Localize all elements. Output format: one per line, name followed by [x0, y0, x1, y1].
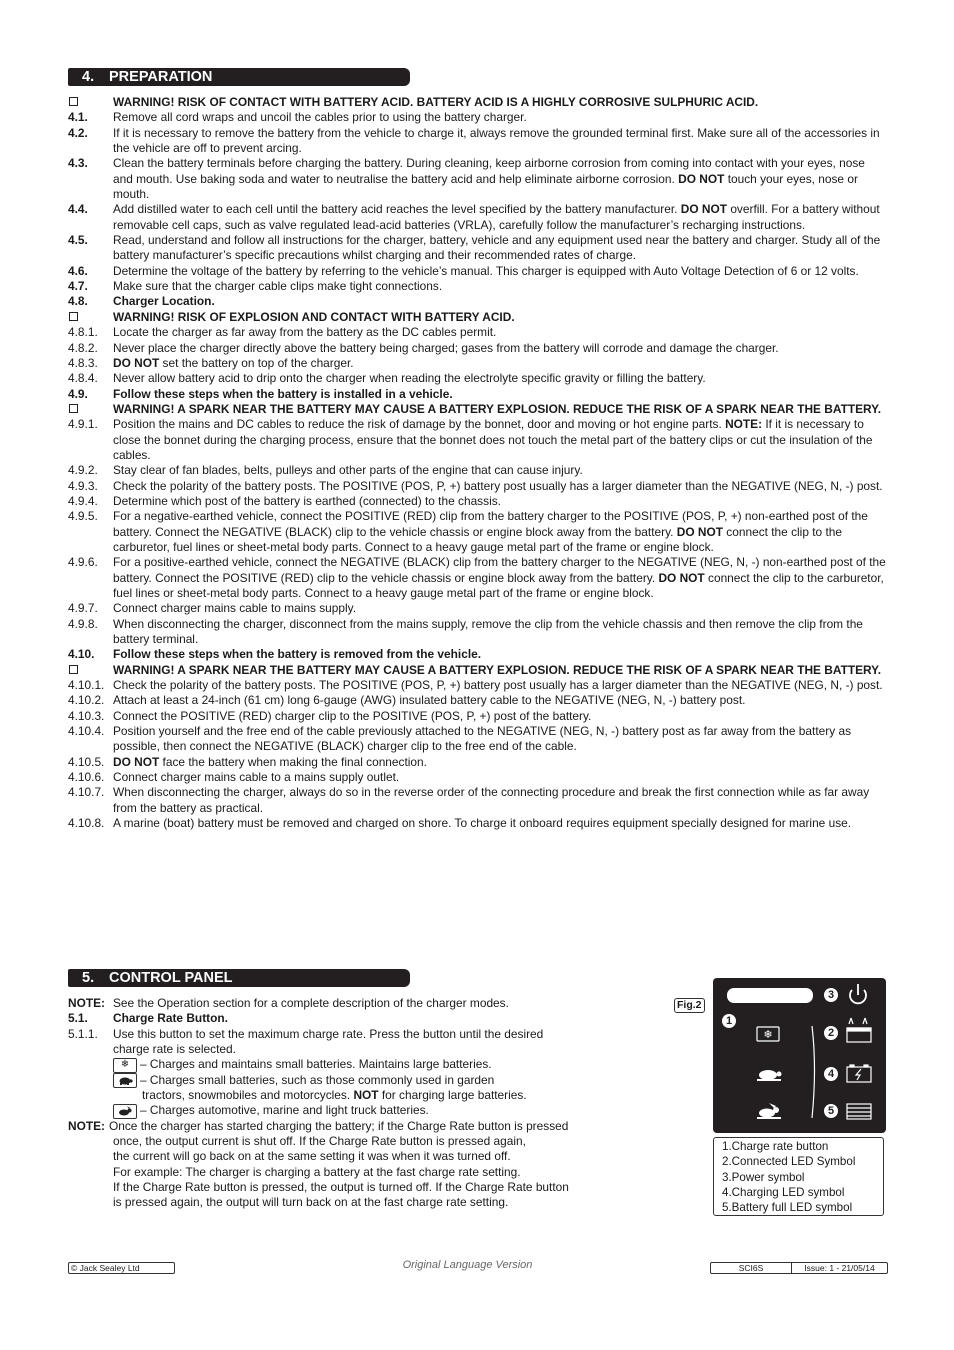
item-text-part: If it is necessary to close the bonnet during the charging process, ensure that the bonnet does not touch the metal part of the battery clips or cut the insulation of the cables.	[113, 417, 873, 462]
item-text	[113, 479, 888, 494]
battery-charging-icon	[847, 1065, 871, 1082]
item-number: 4.10.6.	[68, 770, 105, 785]
item-number: 4.9.1.	[68, 417, 98, 432]
control-panel-drawing	[713, 978, 886, 1133]
item-text	[113, 279, 888, 294]
control-panel-figure	[713, 978, 886, 1133]
mode-text: – Charges automotive, marine and light truck batteries.	[140, 1103, 429, 1118]
turtle-icon	[757, 1070, 782, 1081]
item-text-part: Attach at least a 24-inch (61 cm) long 6-gauge (AWG) insulated battery cable to the NEGATIVE (NEG, N, -) battery post.	[113, 693, 746, 708]
note-line: Once the charger has started charging the battery; if the Charge Rate button is pressed	[109, 1118, 569, 1133]
item-number: 4.9.	[68, 386, 88, 401]
item-number: 4.10.5.	[68, 754, 105, 769]
rabbit-icon	[757, 1103, 781, 1119]
callout-number: 2	[827, 1027, 835, 1039]
item-text-part: Connect the POSITIVE (RED) charger clip to the POSITIVE (POS, P, +) post of the battery.	[113, 708, 592, 723]
mode-text: tractors, snowmobiles and motorcycles.	[142, 1088, 354, 1103]
item-text-bold: DO NOT	[658, 570, 705, 585]
legend-item: 5.Battery full LED symbol	[722, 1201, 853, 1215]
item-text	[113, 617, 888, 648]
item-text-part: Remove all cord wraps and uncoil the cables prior to using the battery charger.	[113, 110, 527, 125]
power-icon	[850, 984, 866, 1003]
item-text-part: face the battery when making the final connection.	[159, 754, 427, 769]
section-title: CONTROL PANEL	[109, 970, 233, 986]
item-number: 4.10.2.	[68, 693, 105, 708]
list-item	[68, 325, 888, 340]
callout-number: 5	[827, 1105, 835, 1117]
item-text	[113, 95, 888, 110]
charge-rate-button-shape	[727, 988, 813, 1003]
footer-issue: Issue: 1 - 21/05/14	[804, 1263, 875, 1273]
item-text-bold: DO NOT	[113, 754, 160, 769]
item-number: 4.9.2.	[68, 463, 98, 478]
note-row	[68, 996, 628, 1011]
item-text	[113, 678, 888, 693]
item-text	[113, 356, 888, 371]
item-text-part: Check the polarity of the battery posts. The POSITIVE (POS, P, +) battery post usually has a larger diameter than the NEGATIVE (NEG, N, -) post.	[113, 478, 883, 493]
item-number: 4.10.7.	[68, 785, 105, 800]
list-item	[68, 770, 888, 785]
item-text-part: Clean the battery terminals before charging the battery. During cleaning, keep airborne corrosion from coming into contact with your eyes, nose and mouth. Use baking soda and water to neutralise the battery acid and help eliminate airborne corrosion.	[113, 156, 865, 186]
item-number: 4.2.	[68, 125, 88, 140]
item-text	[113, 663, 888, 678]
item-number: 4.9.5.	[68, 509, 98, 524]
item-text	[113, 770, 888, 785]
list-item	[68, 509, 888, 555]
mode-row-medium	[68, 1073, 628, 1088]
list-item	[68, 371, 888, 386]
item-text	[113, 110, 888, 125]
warning-box-icon	[68, 402, 113, 417]
mode-text: – Charges small batteries, such as those commonly used in garden	[140, 1072, 495, 1087]
preparation-list	[68, 95, 888, 832]
item-number: 4.1.	[68, 110, 88, 125]
turtle-icon	[113, 1073, 137, 1088]
item-number: 4.3.	[68, 156, 88, 171]
item-number: 4.9.3.	[68, 478, 98, 493]
item-title: Charge Rate Button.	[113, 1011, 228, 1026]
svg-text:❄: ❄	[763, 1028, 773, 1041]
list-item	[68, 479, 888, 494]
panel-divider	[812, 1026, 815, 1118]
snowflake-icon: ❄	[113, 1058, 137, 1073]
mode-row-fast	[68, 1103, 628, 1118]
list-item	[68, 110, 888, 125]
item-number: 4.10.	[68, 647, 95, 662]
note-line: is pressed again, the output will turn back on at the fast charge rate setting.	[113, 1195, 509, 1210]
callout-number: 3	[827, 989, 835, 1001]
section-number: 4.	[82, 69, 95, 85]
item-text	[113, 156, 888, 202]
item-text	[113, 693, 888, 708]
item-text-bold: DO NOT	[113, 355, 160, 370]
item-text-bold: NOTE:	[725, 417, 763, 432]
list-item	[68, 785, 888, 816]
rabbit-icon	[113, 1104, 137, 1119]
item-text	[113, 325, 888, 340]
item-text-part: WARNING! RISK OF CONTACT WITH BATTERY ACID. BATTERY ACID IS A HIGHLY CORROSIVE SULPHURIC ACID.	[113, 95, 759, 109]
item-text	[113, 233, 888, 264]
item-text	[113, 509, 888, 555]
item-number: 4.8.	[68, 294, 88, 309]
item-5-1	[68, 1011, 628, 1026]
list-item	[68, 95, 888, 110]
item-number: 4.10.8.	[68, 816, 105, 831]
item-text	[113, 785, 888, 816]
list-item	[68, 678, 888, 693]
item-text	[113, 341, 888, 356]
legend-item: 4.Charging LED symbol	[722, 1185, 845, 1199]
item-text-part: connect the clip to the carburetor, fuel lines or sheet-metal body parts. Connect to a heavy gauge metal part of the frame or engine block.	[113, 570, 884, 600]
list-item	[68, 279, 888, 294]
item-text-part: Position the mains and DC cables to reduce the risk of damage by the bonnet, door and moving or hot engine parts.	[113, 417, 726, 432]
legend-item: 2.Connected LED Symbol	[722, 1155, 856, 1169]
item-number: 4.8.2.	[68, 340, 98, 355]
item-text-bold: DO NOT	[678, 171, 725, 186]
section-title: PREPARATION	[109, 69, 213, 85]
note-label: NOTE:	[68, 1118, 105, 1133]
list-item	[68, 417, 888, 463]
item-text-part: Check the polarity of the battery posts. The POSITIVE (POS, P, +) battery post usually has a larger diameter than the NEGATIVE (NEG, N, -) post.	[113, 678, 883, 693]
item-text	[113, 647, 888, 662]
list-item	[68, 755, 888, 770]
battery-full-icon	[847, 1104, 871, 1119]
callout-number: 1	[725, 1015, 733, 1027]
list-item	[68, 617, 888, 648]
item-text	[113, 310, 888, 325]
legend-item: 3.Power symbol	[722, 1170, 805, 1184]
item-text-part: overfill. For a battery without removable cell caps, such as valve regulated lead-acid batteries (VRLA), carefully follow the manufacturer’s recharging instructions.	[113, 202, 880, 232]
item-text-part: Position yourself and the free end of the cable previously attached to the NEGATIVE (NEG, N, -) battery post as far away from the battery as possible, then connect the NEGATIVE (BLACK) charger clip to the free end of the cable.	[113, 724, 852, 754]
list-item	[68, 310, 888, 325]
note-line: For example: The charger is charging a battery at the fast charge rate setting.	[113, 1164, 521, 1179]
list-item	[68, 356, 888, 371]
note-row	[68, 1119, 628, 1134]
item-number: 4.9.6.	[68, 555, 98, 570]
item-number: 4.9.8.	[68, 616, 98, 631]
item-text-part: For a negative-earthed vehicle, connect the POSITIVE (RED) clip from the battery charger to the POSITIVE (POS, P, +) non-earthed post of the battery. Connect the NEGATIVE (BLACK) clip to the vehicle chassis or engine block away from the battery.	[113, 509, 868, 539]
footer-model-issue	[710, 1262, 888, 1274]
item-text-part: WARNING! A SPARK NEAR THE BATTERY MAY CAUSE A BATTERY EXPLOSION. REDUCE THE RISK OF A SPARK NEAR THE BATTERY.	[113, 662, 882, 677]
item-text-part: WARNING! RISK OF EXPLOSION AND CONTACT WITH BATTERY ACID.	[113, 309, 515, 324]
item-text	[113, 264, 888, 279]
figure-label: Fig.2	[674, 998, 705, 1013]
item-number: 4.8.4.	[68, 371, 98, 386]
list-item	[68, 294, 888, 309]
item-text-part: Make sure that the charger cable clips make tight connections.	[113, 279, 443, 294]
item-text-part: Never place the charger directly above the battery being charged; gases from the battery will corrode and damage the charger.	[113, 340, 779, 355]
list-item	[68, 555, 888, 601]
list-item	[68, 494, 888, 509]
section-header-preparation	[68, 68, 410, 86]
snowflake-icon	[757, 1027, 779, 1041]
legend-item: 1.Charge rate button	[722, 1140, 829, 1153]
footer-language-version: Original Language Version	[402, 1259, 533, 1271]
section-header-control-panel	[68, 969, 410, 987]
list-item	[68, 647, 888, 662]
mode-text-bold: NOT	[353, 1088, 379, 1103]
item-text	[113, 126, 888, 157]
item-text-part: Determine the voltage of the battery by referring to the vehicle’s manual. This charger is equipped with Auto Voltage Detection of 6 or 12 volts.	[113, 263, 859, 278]
list-item	[68, 816, 888, 831]
item-number: 4.8.1.	[68, 325, 98, 340]
list-item	[68, 709, 888, 724]
note-label: NOTE:	[68, 996, 105, 1010]
item-text-part: Stay clear of fan blades, belts, pulleys and other parts of the engine that can cause injury.	[113, 463, 583, 478]
item-number: 4.7.	[68, 279, 88, 294]
footer-model: SCI6S	[711, 1263, 792, 1273]
list-item	[68, 663, 888, 678]
item-number: 4.10.4.	[68, 724, 105, 739]
battery-connected-icon	[847, 1018, 871, 1042]
item-number: 4.10.3.	[68, 708, 105, 723]
item-number: 4.5.	[68, 233, 88, 248]
section-number: 5.	[82, 970, 95, 986]
list-item	[68, 402, 888, 417]
item-text	[113, 724, 888, 755]
note-text: See the Operation section for a complete description of the charger modes.	[113, 996, 509, 1010]
note-line: once, the output current is shut off. If the Charge Rate button is pressed again,	[113, 1134, 526, 1149]
item-text-part: Determine which post of the battery is earthed (connected) to the chassis.	[113, 493, 501, 508]
mode-row-medium-cont	[68, 1088, 628, 1103]
list-item	[68, 463, 888, 478]
item-text	[113, 494, 888, 509]
item-text-part: Never allow battery acid to drip onto the charger when reading the electrolyte specific gravity or filling the battery.	[113, 371, 706, 386]
item-text-bold: DO NOT	[680, 202, 728, 217]
footer-copyright: © Jack Sealey Ltd	[68, 1262, 175, 1274]
item-text-part: When disconnecting the charger, disconnect from the mains supply, remove the clip from the vehicle chassis and then remove the clip from the battery terminal.	[113, 616, 863, 647]
item-text-part: Read, understand and follow all instructions for the charger, battery, vehicle and any equipment used near the battery and charger. Study all of the battery manufacturer’s specific precautions whilst charging and their recommended rates of charge.	[113, 233, 881, 263]
figure-legend	[713, 1137, 884, 1216]
item-text-part: WARNING! A SPARK NEAR THE BATTERY MAY CAUSE A BATTERY EXPLOSION. REDUCE THE RISK OF A SPARK NEAR THE BATTERY.	[113, 401, 882, 416]
list-item	[68, 233, 888, 264]
list-item	[68, 341, 888, 356]
item-text-part: Follow these steps when the battery is installed in a vehicle.	[113, 386, 453, 401]
list-item	[68, 601, 888, 616]
item-number: 4.9.7.	[68, 601, 98, 616]
item-5-1-1	[68, 1027, 628, 1058]
item-text-part: connect the clip to the carburetor, fuel lines or sheet-metal body parts. Connect to a heavy gauge metal part of the frame or engine block.	[113, 524, 842, 554]
item-number: 5.1.	[68, 1011, 88, 1026]
item-text	[113, 371, 888, 386]
item-text-part: A marine (boat) battery must be removed and charged on shore. To charge it onboard requires equipment specially designed for marine use.	[113, 816, 852, 831]
item-text-part: Connect charger mains cable to mains supply.	[113, 601, 356, 616]
item-text: Use this button to set the maximum charge rate. Press the button until the desired charge rate is selected.	[113, 1026, 544, 1057]
item-text	[113, 387, 888, 402]
item-text	[113, 463, 888, 478]
item-text-part: set the battery on top of the charger.	[159, 355, 354, 370]
mode-row-slow	[68, 1057, 628, 1072]
control-panel-text	[68, 996, 628, 1211]
item-text	[113, 816, 888, 831]
note-line: the current will go back on at the same setting it was when it was turned off.	[113, 1149, 511, 1164]
callout-number: 4	[827, 1068, 835, 1080]
item-text-part: For a positive-earthed vehicle, connect the NEGATIVE (BLACK) clip from the battery charger to the NEGATIVE (NEG, N, -) non-earthed post of the battery. Connect the POSITIVE (RED) clip to the vehicle chassis or engine block away from the battery.	[113, 555, 886, 585]
list-item	[68, 387, 888, 402]
item-text	[113, 601, 888, 616]
warning-box-icon	[68, 663, 113, 678]
warning-box-icon	[68, 310, 113, 325]
item-text	[113, 755, 888, 770]
list-item	[68, 693, 888, 708]
list-item	[68, 156, 888, 202]
item-number: 4.9.4.	[68, 493, 98, 508]
item-number: 4.8.3.	[68, 355, 98, 370]
list-item	[68, 264, 888, 279]
item-number: 5.1.1.	[68, 1026, 98, 1041]
item-text	[113, 709, 888, 724]
item-number: 4.6.	[68, 263, 88, 278]
mode-text: for charging large batteries.	[378, 1088, 527, 1103]
item-text-part: Charger Location.	[113, 294, 215, 309]
item-text-part: Add distilled water to each cell until the battery acid reaches the level specified by the battery manufacturer.	[113, 202, 681, 217]
item-text	[113, 294, 888, 309]
item-text	[113, 402, 888, 417]
item-text-part: When disconnecting the charger, always do so in the reverse order of the connecting procedure and break the first connection while as far away from the battery as practical.	[113, 785, 870, 815]
item-number: 4.4.	[68, 202, 88, 217]
item-text-part: If it is necessary to remove the battery from the vehicle to charge it, always remove the grounded terminal first. Make sure all of the accessories in the vehicle are off to prevent arcing.	[113, 125, 880, 156]
item-text-part: Locate the charger as far away from the battery as the DC cables permit.	[113, 325, 497, 340]
mode-text: – Charges and maintains small batteries. Maintains large batteries.	[140, 1057, 492, 1072]
list-item	[68, 202, 888, 233]
item-text-part: Follow these steps when the battery is removed from the vehicle.	[113, 647, 482, 662]
item-text	[113, 417, 888, 463]
note-line: If the Charge Rate button is pressed, the output is turned off. If the Charge Rate button	[113, 1180, 569, 1195]
list-item	[68, 724, 888, 755]
item-text	[113, 555, 888, 601]
item-text-part: touch your eyes, nose or mouth.	[113, 171, 858, 202]
item-text	[113, 202, 888, 233]
warning-box-icon	[68, 95, 113, 110]
item-number: 4.10.1.	[68, 678, 105, 693]
item-text-part: Connect charger mains cable to a mains supply outlet.	[113, 770, 400, 785]
list-item	[68, 126, 888, 157]
item-text-bold: DO NOT	[676, 524, 723, 539]
